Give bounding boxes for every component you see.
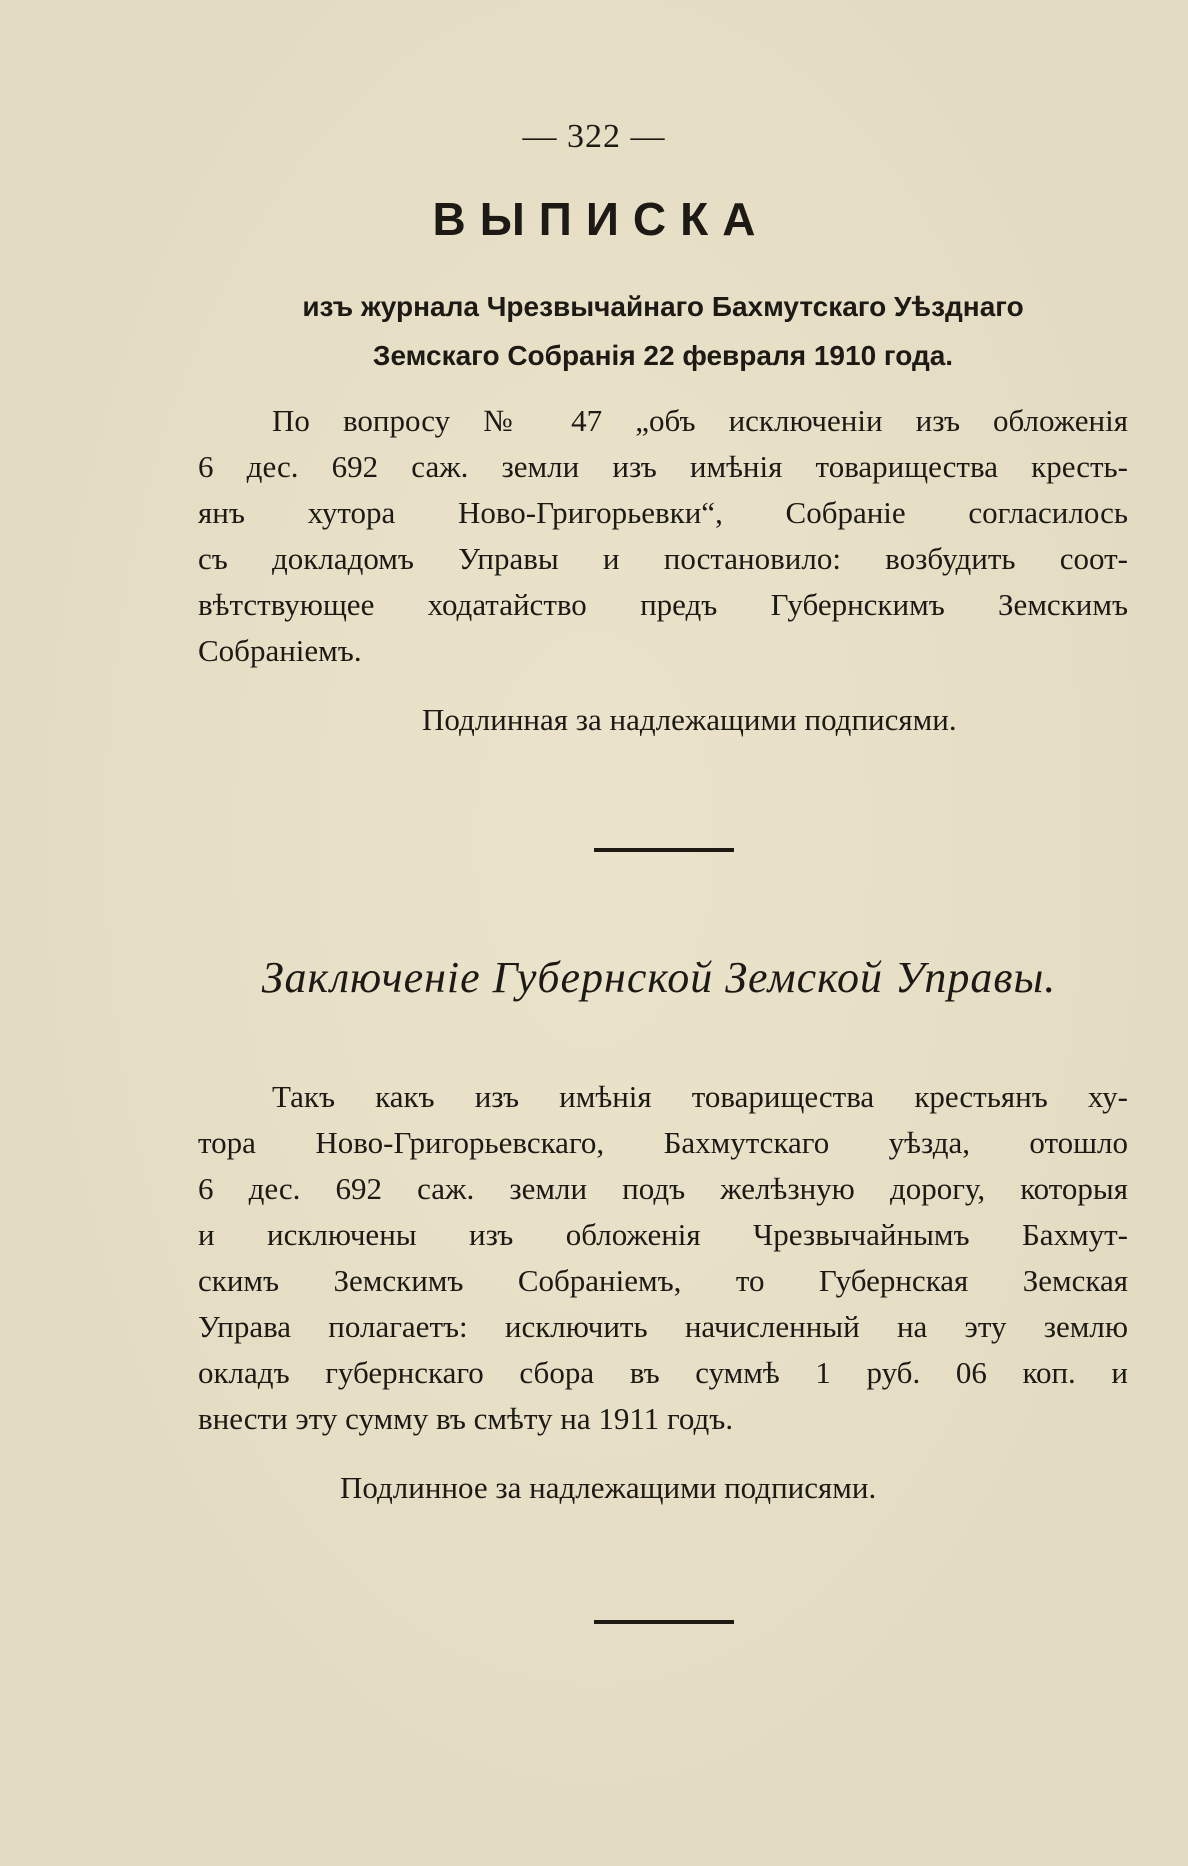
paragraph-line: Собраніемъ. [198, 633, 362, 668]
paragraph-line: янъ хутора Ново-Григорьевки“, Собраніе согласилось [198, 495, 1128, 530]
document-title: ВЫПИСКА [432, 193, 770, 245]
paragraph-line: 6 дес. 692 саж. земли изъ имѣнія товарищества кресть- [198, 449, 1128, 484]
signature-note: Подлинное за надлежащими подписями. [340, 1470, 877, 1505]
conclusion-paragraph [198, 1074, 1128, 1442]
paragraph-line: Управа полагаетъ: исключить начисленный на эту землю [198, 1309, 1128, 1344]
paragraph-line: 6 дес. 692 саж. земли подъ желѣзную дорогу, которыя [198, 1171, 1128, 1206]
paragraph-line: вѣтствующее ходатайство предъ Губернскимъ Земскимъ [198, 587, 1128, 622]
paragraph-line: внести эту сумму въ смѣту на 1911 годъ. [198, 1401, 734, 1436]
subtitle-line: изъ журнала Чрезвычайнаго Бахмутскаго Уѣзднаго [302, 291, 1024, 322]
resolution-paragraph [198, 398, 1128, 674]
paragraph-line: окладъ губернскаго сбора въ суммѣ 1 руб. 06 коп. и [198, 1355, 1128, 1390]
paragraph-line: По вопросу № 47 „объ исключеніи изъ обложенія [272, 403, 1128, 438]
paragraph-line: съ докладомъ Управы и постановило: возбудить соот- [198, 541, 1128, 576]
paragraph-line: тора Ново-Григорьевскаго, Бахмутскаго уѣзда, отошло [198, 1125, 1128, 1160]
paragraph-line: скимъ Земскимъ Собраніемъ, то Губернская Земская [198, 1263, 1128, 1298]
conclusion-heading: Заключеніе Губернской Земской Управы. [261, 953, 1057, 1002]
paragraph-line: и исключены изъ обложенія Чрезвычайнымъ Бахмут- [198, 1217, 1128, 1252]
section-divider [594, 1620, 734, 1624]
signature-note: Подлинная за надлежащими подписями. [422, 702, 957, 737]
section-divider [594, 848, 734, 852]
paragraph-line: Такъ какъ изъ имѣнія товарищества крестьянъ ху- [272, 1079, 1128, 1114]
page-number: — 322 — [522, 118, 666, 155]
document-subtitle [198, 282, 1128, 380]
subtitle-line: Земскаго Собранія 22 февраля 1910 года. [372, 340, 954, 371]
